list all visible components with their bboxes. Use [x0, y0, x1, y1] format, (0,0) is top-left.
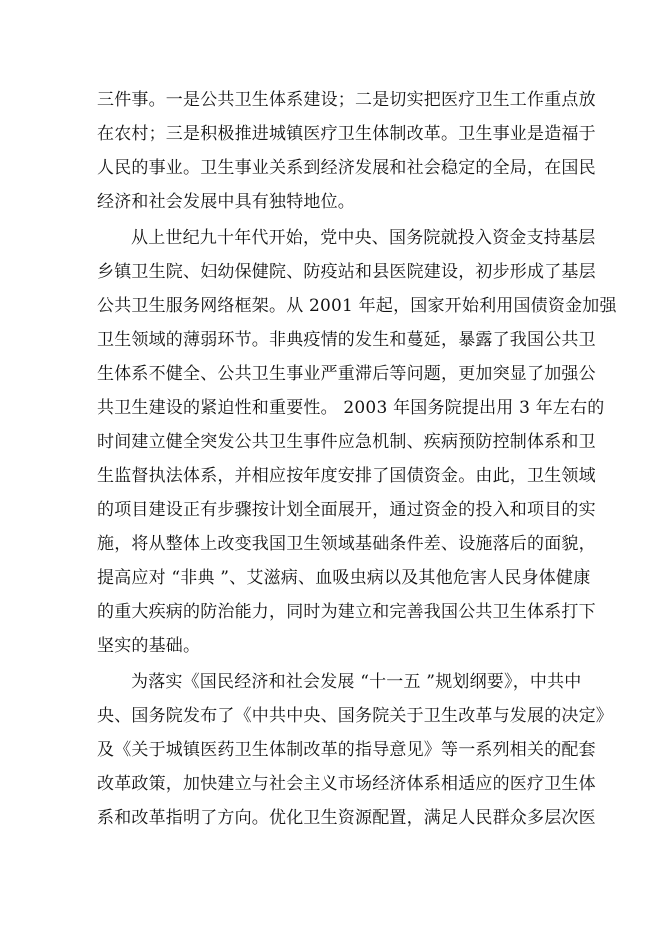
text-line: 的重大疾病的防治能力，同时为建立和完善我国公共卫生体系打下 — [97, 602, 596, 622]
text-line: 提高应对 “非典 ”、艾滋病、血吸虫病以及其他危害人民身体健康 — [97, 568, 591, 588]
text-line: 的项目建设正有步骤按计划全面展开，通过资金的投入和项目的实 — [97, 500, 596, 520]
text-line: 系和改革指明了方向。优化卫生资源配置，满足人民群众多层次医 — [97, 808, 596, 828]
text-line: 从上世纪九十年代开始，党中央、国务院就投入资金支持基层 — [131, 228, 596, 248]
text-line: 乡镇卫生院、妇幼保健院、防疫站和县医院建设，初步形成了基层 — [97, 262, 596, 282]
text-line: 改革政策，加快建立与社会主义市场经济体系相适应的医疗卫生体 — [97, 774, 596, 794]
text-line: 公共卫生服务网络框架。从 2001 年起，国家开始利用国债资金加强 — [97, 296, 617, 316]
text-line: 生监督执法体系，并相应按年度安排了国债资金。由此，卫生领域 — [97, 466, 596, 486]
text-line: 生体系不健全、公共卫生事业严重滞后等问题，更加突显了加强公 — [97, 364, 596, 384]
text-line: 卫生领域的薄弱环节。非典疫情的发生和蔓延，暴露了我国公共卫 — [97, 330, 596, 350]
text-line: 经济和社会发展中具有独特地位。 — [97, 192, 355, 212]
text-line: 央、国务院发布了《中共中央、国务院关于卫生改革与发展的决定》 — [97, 706, 613, 726]
text-line: 在农村；三是积极推进城镇医疗卫生体制改革。卫生事业是造福于 — [97, 124, 596, 144]
text-line: 坚实的基础。 — [97, 636, 201, 656]
text-line: 及《关于城镇医药卫生体制改革的指导意见》等一系列相关的配套 — [97, 740, 596, 760]
text-line: 为落实《国民经济和社会发展 “十一五 ”规划纲要》，中共中 — [131, 672, 582, 692]
text-line: 人民的事业。卫生事业关系到经济发展和社会稳定的全局，在国民 — [97, 158, 596, 178]
text-line: 共卫生建设的紧迫性和重要性。 2003 年国务院提出用 3 年左右的 — [97, 398, 605, 418]
text-line: 施，将从整体上改变我国卫生领域基础条件差、设施落后的面貌， — [97, 534, 596, 554]
text-line: 时间建立健全突发公共卫生事件应急机制、疾病预防控制体系和卫 — [97, 432, 596, 452]
text-line: 三件事。一是公共卫生体系建设；二是切实把医疗卫生工作重点放 — [97, 90, 596, 110]
